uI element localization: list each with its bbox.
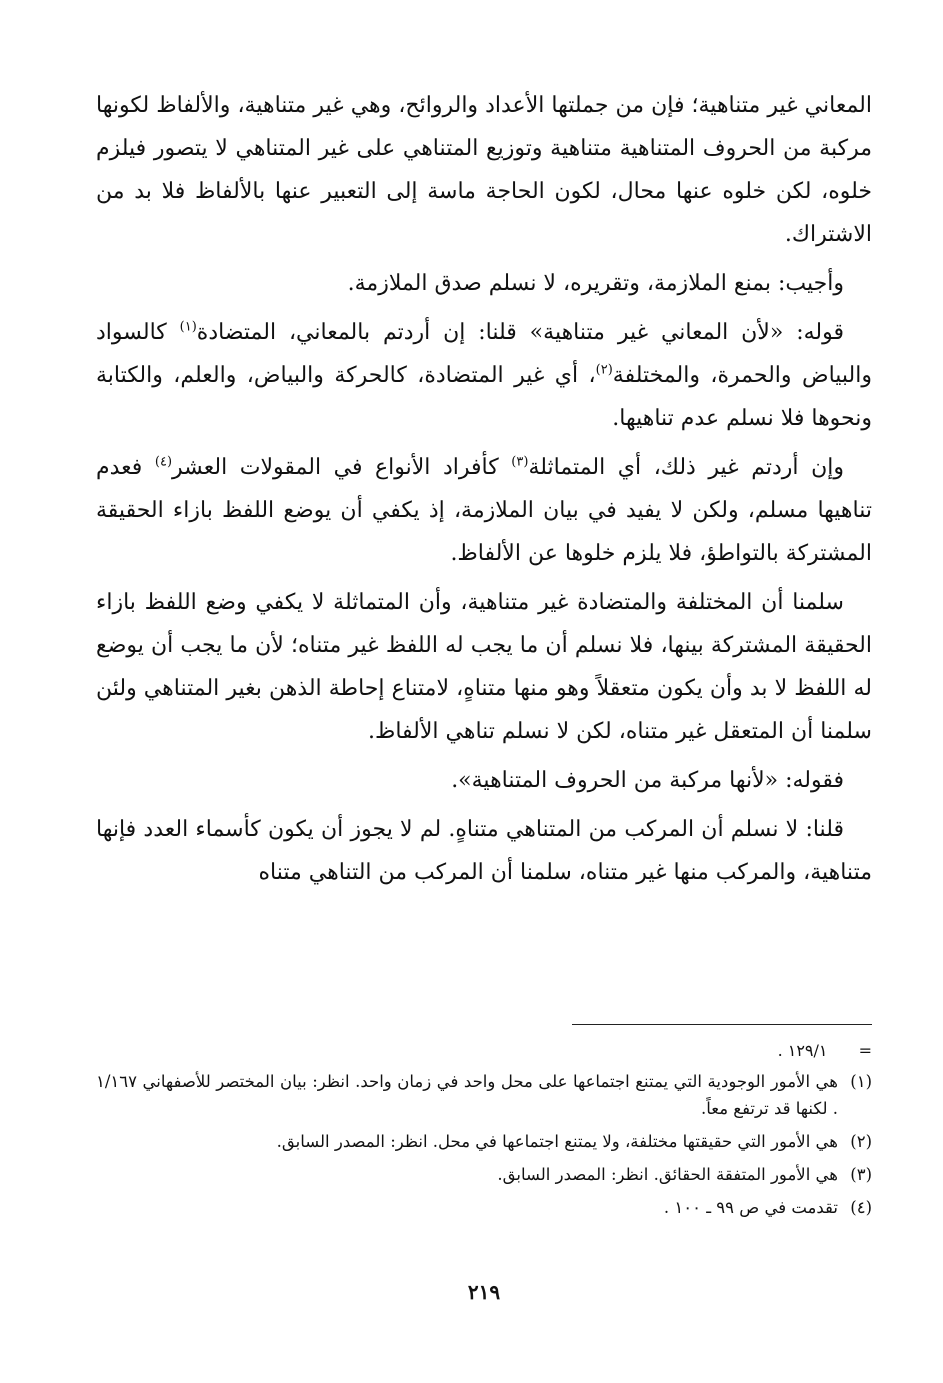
continuation-text: ١٢٩/١ . — [777, 1041, 828, 1060]
paragraph-6: فقوله: «لأنها مركبة من الحروف المتناهية». — [451, 768, 844, 793]
footnote-ref-1: (١) — [179, 319, 197, 335]
footnote-ref-2: (٢) — [595, 362, 613, 378]
footnote-3-text: هي الأمور المتفقة الحقائق. انظر: المصدر السابق. — [497, 1165, 838, 1184]
footnote-separator — [572, 1024, 872, 1025]
paragraph-3-part-c: ، أي غير المتضادة، كالحركة والبياض، والعلم، والكتابة ونحوها فلا نسلم عدم تناهيها. — [96, 363, 872, 431]
paragraph-5: سلمنا أن المختلفة والمتضادة غير متناهية، وأن المتماثلة لا يكفي وضع اللفظ بازاء الحقيقة المشتركة بينها، فلا نسلم أن ما يجب له اللفظ غير متناه؛ لأن ما يجب أن يوضع له اللفظ لا بد وأن يكون متعقلاً وهو منها متناهٍ، لامتناع إحاطة الذهن بغير المتناهي ولئن سلمنا أن المتعقل غير متناه، لكن لا نسلم تناهي الألفاظ. — [96, 590, 872, 744]
book-page — [96, 84, 872, 1344]
footnote-4 — [96, 1194, 872, 1221]
footnote-4-text: تقدمت في ص ٩٩ ـ ١٠٠ . — [663, 1198, 838, 1217]
footnote-3-number: (٣) — [850, 1165, 872, 1184]
footnote-2-text: هي الأمور التي حقيقتها مختلفة، ولا يمتنع اجتماعها في محل. انظر: المصدر السابق. — [276, 1132, 838, 1151]
page-number: ٢١٩ — [467, 1280, 501, 1304]
footnote-1 — [96, 1068, 872, 1122]
continuation-mark: = — [858, 1041, 872, 1060]
footnote-2 — [96, 1128, 872, 1155]
footnote-4-number: (٤) — [850, 1198, 872, 1217]
footnote-continuation — [96, 1037, 872, 1064]
footnote-ref-3: (٣) — [511, 454, 529, 470]
footnote-1-text: هي الأمور الوجودية التي يمتنع اجتماعها على محل واحد في زمان واحد. انظر: بيان المختصر للأصفهاني ١/١٦٧ . لكنها قد ترتفع معاً. — [96, 1072, 838, 1118]
paragraph-2: وأجيب: بمنع الملازمة، وتقريره، لا نسلم صدق الملازمة. — [347, 271, 844, 296]
paragraph-7: قلنا: لا نسلم أن المركب من المتناهي متناهٍ. لم لا يجوز أن يكون كأسماء العدد فإنها متناهية، والمركب منها غير متناه، سلمنا أن المركب من التناهي متناه — [96, 817, 872, 885]
footnote-ref-4: (٤) — [154, 454, 173, 470]
footnote-2-number: (٢) — [850, 1132, 872, 1151]
paragraph-4-part-a: وإن أردتم غير ذلك، أي المتماثلة — [528, 455, 844, 480]
paragraph-1: المعاني غير متناهية؛ فإن من جملتها الأعداد والروائح، وهي غير متناهية، والألفاظ لكونها مركبة من الحروف المتناهية متناهية وتوزيع المتناهي على غير المتناهي لا يتصور فيلزم خلوه، لكن خلوه عنها محال، لكون الحاجة ماسة إلى التعبير عنها بالألفاظ فلا بد من الاشتراك. — [96, 93, 872, 247]
footnote-1-number: (١) — [850, 1072, 872, 1091]
paragraph-3 — [96, 311, 872, 440]
paragraph-3-part-a: قوله: «لأن المعاني غير متناهية» قلنا: إن أردتم بالمعاني، المتضادة — [196, 320, 844, 345]
paragraph-4-part-b: كأفراد الأنواع في المقولات العشر — [172, 455, 512, 480]
main-text — [96, 84, 872, 894]
footnote-rule-wrap — [96, 1024, 872, 1037]
footnotes-section — [96, 1024, 872, 1227]
paragraph-4-part-c: فعدم تناهيها مسلم، ولكن لا يفيد في بيان الملازمة، إذ يكفي أن يوضع اللفظ بازاء الحقيقة المشتركة بالتواطؤ، فلا يلزم خلوها عن الألفاظ. — [96, 455, 872, 566]
paragraph-4 — [96, 446, 872, 575]
paragraph-3-part-b: كالسواد والبياض والحمرة، والمختلفة — [96, 320, 872, 388]
footnote-3 — [96, 1161, 872, 1188]
